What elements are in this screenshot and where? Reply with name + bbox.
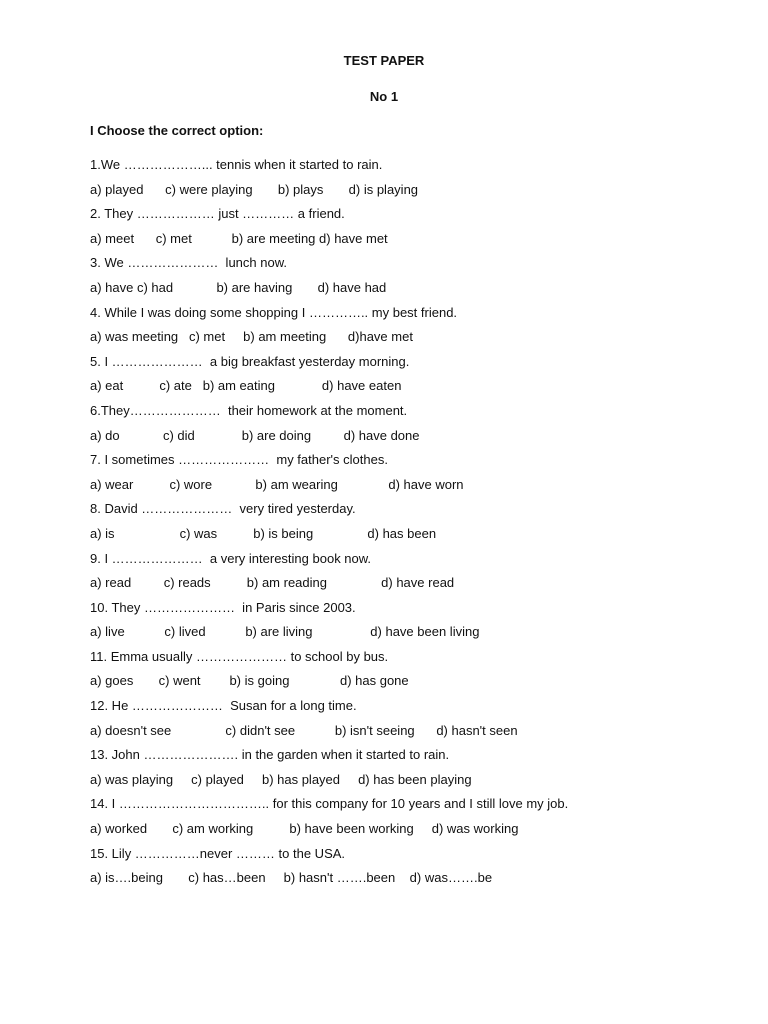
question-12-options: a) doesn't see c) didn't see b) isn't seeing d) hasn't seen <box>90 722 518 738</box>
question-14-text: 14. I …………………………….. for this company for 10 years and I still love my job. <box>90 796 569 812</box>
question-list <box>90 157 710 895</box>
question-7-text: 7. I sometimes ………………… my father's clothes. <box>90 452 388 468</box>
page-title: TEST PAPER <box>343 53 425 68</box>
question-7-options: a) wear c) wore b) am wearing d) have worn <box>90 476 464 492</box>
question-9-text: 9. I ………………… a very interesting book now. <box>90 550 372 566</box>
question-5-text: 5. I ………………… a big breakfast yesterday morning. <box>90 353 410 369</box>
question-3-text: 3. We ………………… lunch now. <box>90 255 287 271</box>
question-2-text: 2. They ……………… just ………… a friend. <box>90 206 345 222</box>
question-13-text: 13. John …………………. in the garden when it started to rain. <box>90 747 450 763</box>
question-8-text: 8. David ………………… very tired yesterday. <box>90 501 356 517</box>
question-11-text: 11. Emma usually ………………… to school by bus. <box>90 648 389 664</box>
question-10-options: a) live c) lived b) are living d) have been living <box>90 624 480 640</box>
instruction-heading: I Choose the correct option: <box>90 123 264 138</box>
question-13-options: a) was playing c) played b) has played d) has been playing <box>90 771 472 787</box>
question-15-options: a) is….being c) has…been b) hasn't …….been d) was…….be <box>90 870 493 886</box>
question-5-options: a) eat c) ate b) am eating d) have eaten <box>90 378 402 394</box>
question-6-text: 6.They………………… their homework at the moment. <box>90 402 408 418</box>
question-9-options: a) read c) reads b) am reading d) have read <box>90 575 455 591</box>
question-6-options: a) do c) did b) are doing d) have done <box>90 427 420 443</box>
page-subtitle: No 1 <box>369 89 399 104</box>
question-11-options: a) goes c) went b) is going d) has gone <box>90 673 409 689</box>
question-15-text: 15. Lily ……………never ……… to the USA. <box>90 845 346 861</box>
question-1-options: a) played c) were playing b) plays d) is playing <box>90 181 419 197</box>
question-4-options: a) was meeting c) met b) am meeting d)have met <box>90 329 413 345</box>
question-1-text: 1.We ………………... tennis when it started to rain. <box>90 157 383 172</box>
question-4-text: 4. While I was doing some shopping I ………….. my best friend. <box>90 304 458 320</box>
question-3-options: a) have c) had b) are having d) have had <box>90 279 387 295</box>
question-8-options: a) is c) was b) is being d) has been <box>90 525 437 541</box>
question-14-options: a) worked c) am working b) have been working d) was working <box>90 821 519 837</box>
question-10-text: 10. They ………………… in Paris since 2003. <box>90 599 356 615</box>
question-2-options: a) meet c) met b) are meeting d) have met <box>90 230 388 246</box>
question-12-text: 12. He ………………… Susan for a long time. <box>90 698 357 714</box>
